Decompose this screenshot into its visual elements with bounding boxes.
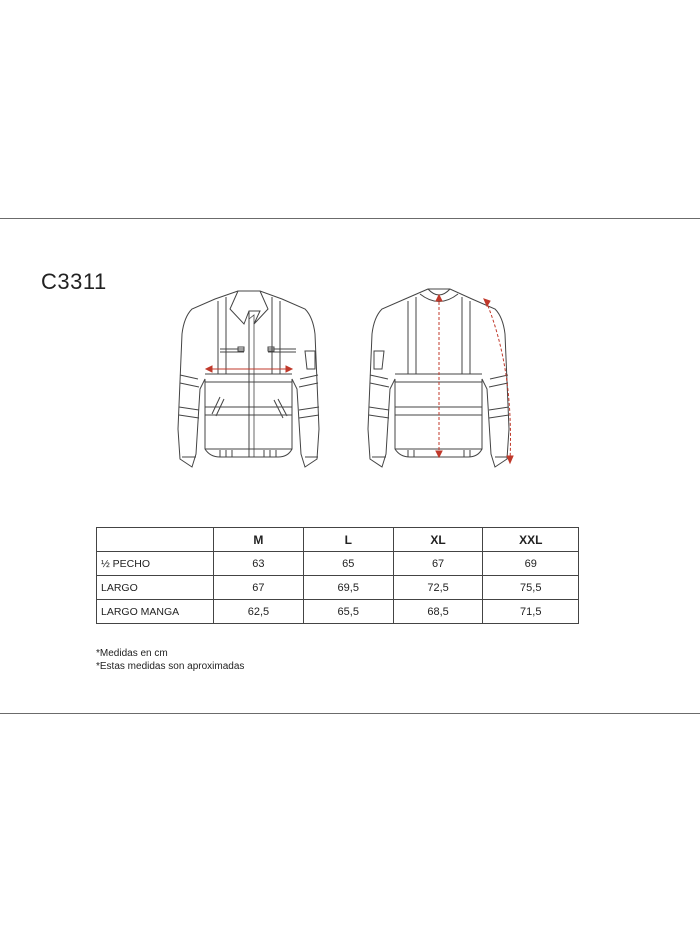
size-table (96, 527, 579, 624)
table-header-cell (97, 528, 214, 552)
table-header-row (97, 528, 579, 552)
jacket-front-illustration (178, 291, 319, 467)
table-cell: 69 (483, 552, 579, 576)
table-cell: 65 (303, 552, 393, 576)
table-row (97, 552, 579, 576)
row-label: LARGO (97, 576, 214, 600)
table-cell: 67 (393, 552, 483, 576)
table-cell: 67 (214, 576, 304, 600)
table-header-cell: XXL (483, 528, 579, 552)
table-header-cell: L (303, 528, 393, 552)
jacket-drawings (160, 279, 540, 484)
table-cell: 72,5 (393, 576, 483, 600)
row-label: ½ PECHO (97, 552, 214, 576)
table-header-cell: XL (393, 528, 483, 552)
table-row (97, 600, 579, 624)
product-code: C3311 (41, 269, 107, 294)
row-label: LARGO MANGA (97, 600, 214, 624)
jacket-back-illustration (368, 289, 513, 467)
table-cell: 62,5 (214, 600, 304, 624)
table-cell: 71,5 (483, 600, 579, 624)
table-row (97, 576, 579, 600)
table-cell: 68,5 (393, 600, 483, 624)
table-cell: 75,5 (483, 576, 579, 600)
table-cell: 69,5 (303, 576, 393, 600)
table-header-cell: M (214, 528, 304, 552)
size-chart-sheet (0, 218, 700, 714)
table-cell: 63 (214, 552, 304, 576)
table-cell: 65,5 (303, 600, 393, 624)
notes (96, 647, 244, 673)
note-approximate: *Estas medidas son aproximadas (96, 661, 245, 672)
note-units: *Medidas en cm (96, 648, 168, 659)
